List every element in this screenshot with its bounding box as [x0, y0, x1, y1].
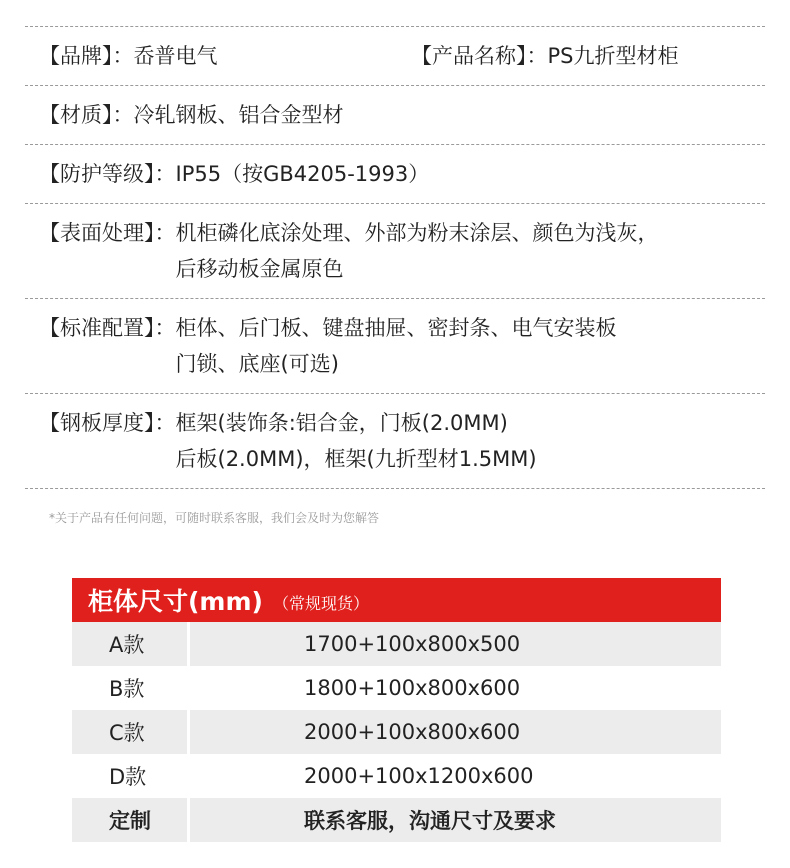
- spec-row-material: [25, 86, 765, 145]
- table-row: [72, 754, 721, 798]
- dimension-cell: 2000+100x1200x600: [304, 764, 534, 788]
- protection-value: IP55（按GB4205-1993）: [175, 162, 430, 186]
- size-table: [72, 578, 721, 842]
- spec-row-config: [25, 299, 765, 394]
- size-table-subtitle: （常规现货）: [272, 593, 369, 613]
- product-name-group: [397, 38, 679, 74]
- thickness-value: 框架(装饰条:铝合金，门板(2.0MM) 后板(2.0MM)，框架(九折型材1.5MM): [175, 411, 537, 471]
- thickness-label: 【钢板厚度】：: [39, 411, 176, 435]
- table-row: [72, 622, 721, 666]
- spec-row-brand: [25, 27, 765, 86]
- table-row: [72, 710, 721, 754]
- material-value: 冷轧钢板、铝合金型材: [133, 103, 344, 127]
- spec-row-surface: [25, 204, 765, 299]
- surface-value: 机柜磷化底涂处理、外部为粉末涂层、颜色为浅灰， 后移动板金属原色: [175, 221, 659, 281]
- model-cell: D款: [72, 754, 190, 798]
- product-name-value: PS九折型材柜: [547, 44, 679, 68]
- dimension-cell: 联系客服，沟通尺寸及要求: [304, 809, 556, 833]
- spec-row-thickness: [25, 394, 765, 489]
- size-table-title: 柜体尺寸(mm): [88, 587, 263, 616]
- config-label: 【标准配置】：: [39, 316, 176, 340]
- brand-label: 【品牌】：: [39, 44, 134, 68]
- dimension-cell: 1700+100x800x500: [304, 632, 521, 656]
- size-table-header: [72, 578, 721, 622]
- table-row-custom: [72, 798, 721, 842]
- model-cell: 定制: [72, 798, 190, 842]
- dimension-cell: 1800+100x800x600: [304, 676, 521, 700]
- model-cell: A款: [72, 622, 190, 666]
- spec-list: [25, 26, 765, 489]
- product-name-label: 【产品名称】：: [411, 44, 548, 68]
- material-label: 【材质】：: [39, 103, 134, 127]
- table-row: [72, 666, 721, 710]
- model-cell: B款: [72, 666, 190, 710]
- brand-value: 岙普电气: [133, 44, 218, 68]
- protection-label: 【防护等级】：: [39, 162, 176, 186]
- brand-group: [25, 38, 397, 74]
- model-cell: C款: [72, 710, 190, 754]
- surface-label: 【表面处理】：: [39, 221, 176, 245]
- spec-row-protection: [25, 145, 765, 204]
- service-note: *关于产品有任何问题，可随时联系客服，我们会及时为您解答: [49, 511, 380, 525]
- dimension-cell: 2000+100x800x600: [304, 720, 521, 744]
- config-value: 柜体、后门板、键盘抽屉、密封条、电气安装板 门锁、底座(可选): [175, 316, 617, 376]
